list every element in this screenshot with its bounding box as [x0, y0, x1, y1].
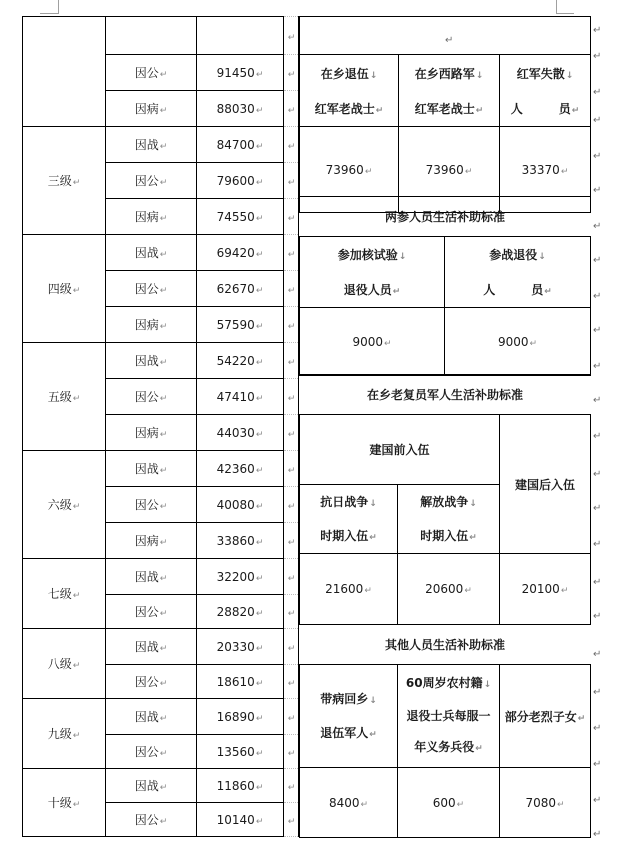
- injury-type-cell: 因公↵: [106, 735, 197, 769]
- spacer-cell: ↵: [284, 487, 299, 523]
- page-corner-mark-right: [556, 0, 557, 14]
- header-post-1949: 建国后入伍: [500, 415, 591, 554]
- amount-cell: 42360↵: [197, 451, 284, 487]
- spacer-cell: ↵: [284, 415, 299, 451]
- injury-type-cell: 因公↵: [106, 379, 197, 415]
- spacer-cell: ↵: [284, 769, 299, 803]
- block-title: 两参人员生活补助标准: [300, 197, 591, 237]
- grade-cell: 九级↵: [23, 699, 106, 769]
- paragraph-mark: ↵: [593, 25, 602, 36]
- paragraph-mark: ↵: [593, 795, 602, 806]
- paragraph-mark: ↵: [593, 577, 602, 588]
- paragraph-mark: ↵: [593, 431, 602, 442]
- block-title: 在乡老复员军人生活补助标准: [300, 375, 591, 415]
- amount-cell: 54220↵: [197, 343, 284, 379]
- grade-cell: 八级↵: [23, 629, 106, 699]
- page-corner-mark-left-h: [40, 13, 59, 14]
- value-cell: 20100↵: [500, 554, 591, 625]
- page-corner-mark-left: [58, 0, 59, 14]
- injury-type-cell: 因病↵: [106, 91, 197, 127]
- amount-cell: 32200↵: [197, 559, 284, 595]
- header-anti-japanese: 抗日战争↓ 时期入伍↵: [300, 485, 398, 554]
- spacer-cell: ↵: [284, 735, 299, 769]
- injury-type-cell: 因病↵: [106, 307, 197, 343]
- paragraph-mark: ↵: [593, 503, 602, 514]
- paragraph-mark: ↵: [593, 115, 602, 126]
- spacer-cell: ↵: [284, 271, 299, 307]
- paragraph-mark: ↵: [593, 361, 602, 372]
- header-pre-1949: 建国前入伍: [300, 415, 500, 485]
- paragraph-mark: ↵: [593, 723, 602, 734]
- spacer-cell: ↵: [284, 803, 299, 837]
- paragraph-mark: ↵: [593, 539, 602, 550]
- header-sick-returned-veteran: 带病回乡↓ 退伍军人↵: [300, 665, 398, 768]
- injury-type-cell: 因战↵: [106, 629, 197, 665]
- injury-type-cell: 因公↵: [106, 803, 197, 837]
- amount-cell: 20330↵: [197, 629, 284, 665]
- other-personnel-block: [299, 624, 591, 838]
- value-cell: 9000↵: [300, 308, 445, 376]
- injury-type-cell: 因战↵: [106, 769, 197, 803]
- injury-type-cell: 因战↵: [106, 699, 197, 735]
- spacer-cell: ↵: [284, 523, 299, 559]
- paragraph-mark: ↵: [593, 611, 602, 622]
- amount-cell: 44030↵: [197, 415, 284, 451]
- paragraph-mark: ↵: [593, 395, 602, 406]
- grade-cell: 五级↵: [23, 343, 106, 451]
- spacer-cell: ↵: [284, 307, 299, 343]
- amount-cell: 74550↵: [197, 199, 284, 235]
- paragraph-mark: ↵: [593, 759, 602, 770]
- header-liberation-war: 解放战争↓ 时期入伍↵: [398, 485, 500, 554]
- header-rural-veteran-60: 60周岁农村籍↓ 退役士兵每服一 年义务兵役↵: [398, 665, 500, 768]
- spacer-cell: ↵: [284, 629, 299, 665]
- value-cell: 8400↵: [300, 768, 398, 838]
- paragraph-mark: ↵: [593, 221, 602, 232]
- spacer-cell: ↵: [284, 55, 299, 91]
- spacer-cell: ↵: [284, 343, 299, 379]
- injury-type-cell: 因病↵: [106, 199, 197, 235]
- injury-type-cell: 因战↵: [106, 451, 197, 487]
- spacer-cell: ↵: [284, 17, 299, 55]
- value-cell: 21600↵: [300, 554, 398, 625]
- paragraph-mark: ↵: [593, 291, 602, 302]
- injury-type-cell: 因病↵: [106, 523, 197, 559]
- amount-cell: 47410↵: [197, 379, 284, 415]
- value-cell: 7080↵: [500, 768, 591, 838]
- paragraph-mark: ↵: [593, 185, 602, 196]
- amount-cell: 11860↵: [197, 769, 284, 803]
- value-cell: 20600↵: [398, 554, 500, 625]
- injury-type-cell: 因公↵: [106, 163, 197, 199]
- grade-cell: [23, 17, 106, 127]
- injury-type-cell: 因公↵: [106, 665, 197, 699]
- spacer-cell: ↵: [284, 665, 299, 699]
- amount-cell: 69420↵: [197, 235, 284, 271]
- amount-cell: 28820↵: [197, 595, 284, 629]
- header-martyr-children: 部分老烈子女↵: [500, 665, 591, 768]
- paragraph-mark: ↵: [593, 255, 602, 266]
- injury-type-cell: 因公↵: [106, 271, 197, 307]
- spacer-cell: ↵: [284, 379, 299, 415]
- injury-type-cell: 因公↵: [106, 595, 197, 629]
- paragraph-mark: ↵: [593, 649, 602, 660]
- spacer-cell: ↵: [284, 699, 299, 735]
- empty-header-cell: ↵: [300, 17, 591, 55]
- injury-type-cell: 因公↵: [106, 55, 197, 91]
- spacer-cell: ↵: [284, 559, 299, 595]
- paragraph-mark: ↵: [593, 51, 602, 62]
- amount-cell: 40080↵: [197, 487, 284, 523]
- spacer-cell: ↵: [284, 595, 299, 629]
- spacer-cell: ↵: [284, 199, 299, 235]
- disability-pension-table: [22, 16, 299, 837]
- value-cell: 9000↵: [445, 308, 591, 376]
- amount-cell: 84700↵: [197, 127, 284, 163]
- amount-cell: 33860↵: [197, 523, 284, 559]
- paragraph-mark: ↵: [593, 687, 602, 698]
- spacer-cell: ↵: [284, 91, 299, 127]
- amount-cell: 13560↵: [197, 735, 284, 769]
- paragraph-mark: ↵: [593, 469, 602, 480]
- grade-cell: 三级↵: [23, 127, 106, 235]
- amount-cell: 57590↵: [197, 307, 284, 343]
- amount-cell: 16890↵: [197, 699, 284, 735]
- grade-cell: 七级↵: [23, 559, 106, 629]
- header-west-route-army: 在乡西路军↓ 红军老战士↵: [399, 55, 500, 127]
- header-lost-red-army: 红军失散↓ 人 员↵: [500, 55, 591, 127]
- header-war-veteran: 参战退役↓ 人 员↵: [445, 237, 591, 308]
- spacer-cell: ↵: [284, 235, 299, 271]
- injury-type-cell: 因战↵: [106, 235, 197, 271]
- injury-type-cell: [106, 17, 197, 55]
- paragraph-mark: ↵: [593, 87, 602, 98]
- value-cell: 73960↵: [399, 127, 500, 213]
- amount-cell: [197, 17, 284, 55]
- two-participation-block: [299, 196, 591, 376]
- value-cell: 33370↵: [500, 127, 591, 213]
- value-cell: 600↵: [398, 768, 500, 838]
- spacer-cell: ↵: [284, 163, 299, 199]
- block-title: 其他人员生活补助标准: [300, 625, 591, 665]
- amount-cell: 79600↵: [197, 163, 284, 199]
- injury-type-cell: 因病↵: [106, 415, 197, 451]
- paragraph-mark: ↵: [593, 829, 602, 840]
- page-corner-mark-right-h: [556, 13, 574, 14]
- header-resident-red-army: 在乡退伍↓ 红军老战士↵: [300, 55, 399, 127]
- old-demobilized-block: [299, 374, 591, 625]
- amount-cell: 91450↵: [197, 55, 284, 91]
- paragraph-mark: ↵: [593, 325, 602, 336]
- red-army-block: [299, 16, 591, 213]
- injury-type-cell: 因战↵: [106, 559, 197, 595]
- paragraph-mark: ↵: [593, 151, 602, 162]
- injury-type-cell: 因战↵: [106, 127, 197, 163]
- injury-type-cell: 因公↵: [106, 487, 197, 523]
- header-nuclear-test: 参加核试验↓ 退役人员↵: [300, 237, 445, 308]
- grade-cell: 四级↵: [23, 235, 106, 343]
- spacer-cell: ↵: [284, 451, 299, 487]
- grade-cell: 十级↵: [23, 769, 106, 837]
- injury-type-cell: 因战↵: [106, 343, 197, 379]
- grade-cell: 六级↵: [23, 451, 106, 559]
- amount-cell: 18610↵: [197, 665, 284, 699]
- spacer-cell: ↵: [284, 127, 299, 163]
- amount-cell: 10140↵: [197, 803, 284, 837]
- amount-cell: 88030↵: [197, 91, 284, 127]
- value-cell: 73960↵: [300, 127, 399, 213]
- amount-cell: 62670↵: [197, 271, 284, 307]
